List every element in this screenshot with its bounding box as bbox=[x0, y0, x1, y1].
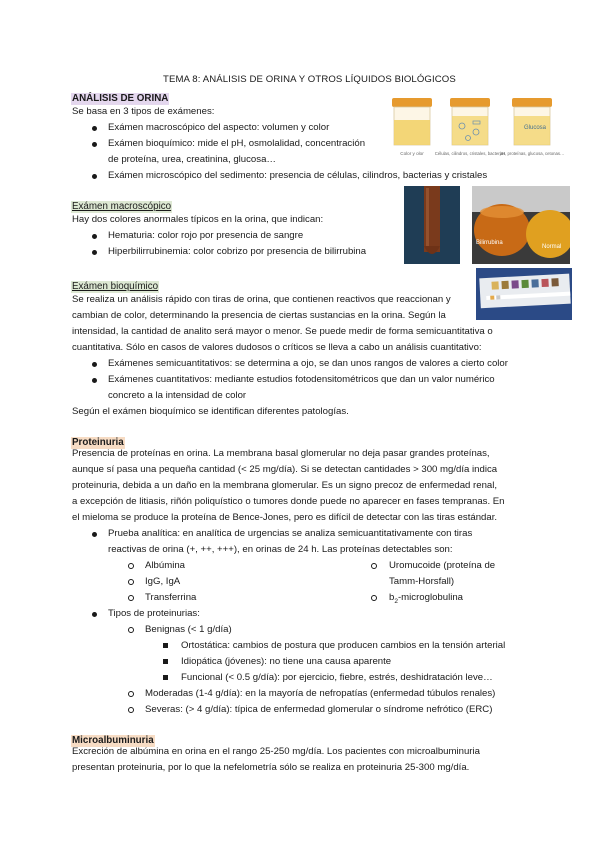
section-heading-analisis: ANÁLISIS DE ORINA bbox=[72, 93, 169, 104]
bullet-icon bbox=[92, 126, 97, 131]
bio-item: Exámenes cuantitativos: mediante estudios fotodensitométricos que dan un valor numérico bbox=[108, 374, 495, 385]
protein-item: Transferrina bbox=[145, 592, 197, 603]
square-bullet-icon bbox=[163, 643, 168, 648]
benign-item: Idiopática (jóvenes): no tiene una causa aparente bbox=[181, 656, 392, 667]
jar-caption: Células, cilindros, cristales, bacterias bbox=[434, 151, 506, 156]
analisis-item: Exámen microscópico del sedimento: presencia de células, cilindros, bacterias y cristales bbox=[108, 170, 488, 181]
jar-label: Glucosa bbox=[524, 125, 547, 131]
analisis-item: Exámen macroscópico del aspecto: volumen y color bbox=[108, 122, 330, 133]
bio-paragraph-line: Se realiza un análisis rápido con tiras de orina, que contienen reactivos que reaccionan y bbox=[72, 294, 451, 305]
jar-icon-cells bbox=[450, 98, 490, 145]
section-heading-macro: Exámen macroscópico bbox=[72, 201, 172, 212]
circle-bullet-icon bbox=[371, 563, 377, 569]
severas: Severas: (> 4 g/día): típica de enfermedad glomerular o síndrome nefrótico (ERC) bbox=[145, 704, 493, 715]
circle-bullet-icon bbox=[128, 707, 134, 713]
jar-caption: pH, proteínas, glucosa, cetonas… bbox=[499, 151, 564, 156]
urine-jars-illustration bbox=[386, 94, 564, 164]
prot-paragraph-line: a excepción de litiasis, riñón poliquístico o tumores donde puede no aparecer en fases tempranas. En bbox=[72, 496, 505, 507]
analisis-intro: Se basa en 3 tipos de exámenes: bbox=[72, 106, 215, 117]
prot-paragraph-line: aunque sí pasa una pequeña cantidad (< 25 mg/día). Si se detectan cantidades > 300 mg/día indica bbox=[72, 464, 498, 475]
jar-icon-color bbox=[392, 98, 432, 145]
circle-bullet-icon bbox=[371, 595, 377, 601]
bio-item: Exámenes semicuantitativos: se determina a ojo, se dan unos rangos de valores a cierto color bbox=[108, 358, 508, 369]
section-heading-bio: Exámen bioquímico bbox=[72, 281, 159, 292]
circle-bullet-icon bbox=[128, 563, 134, 569]
prot-paragraph-line: Presencia de proteínas en orina. La membrana basal glomerular no deja pasar grandes proteínas, bbox=[72, 448, 490, 459]
circle-bullet-icon bbox=[128, 595, 134, 601]
bullet-icon bbox=[92, 174, 97, 179]
square-bullet-icon bbox=[163, 675, 168, 680]
circle-bullet-icon bbox=[128, 579, 134, 585]
bio-paragraph-line: intensidad, la cantidad de analito será mayor o menor. Se puede medir de forma semicuantitativa o bbox=[72, 326, 493, 337]
bilirubin-beakers-photo bbox=[472, 186, 570, 264]
bullet-icon bbox=[92, 250, 97, 255]
macro-item: Hematuria: color rojo por presencia de sangre bbox=[108, 230, 304, 241]
protein-item-continuation: Tamm-Horsfall) bbox=[389, 576, 455, 587]
section-heading-microalbuminuria: Microalbuminuria bbox=[72, 735, 154, 746]
section-heading-proteinuria: Proteinuria bbox=[72, 437, 124, 448]
bio-paragraph-line: cuantitativa. Sólo en casos de valores dudosos o críticos se lleva a cabo un análisis cuantitativo: bbox=[72, 342, 482, 353]
tipos-proteinurias: Tipos de proteinurias: bbox=[108, 608, 200, 619]
protein-item: IgG, IgA bbox=[145, 576, 181, 587]
prueba-analitica: Prueba analítica: en analítica de urgencias se analiza semicuantitativamente con tiras bbox=[108, 528, 473, 539]
bullet-icon bbox=[92, 612, 97, 617]
photo-label: Bilirrubina bbox=[476, 240, 503, 246]
circle-bullet-icon bbox=[128, 691, 134, 697]
bullet-icon bbox=[92, 378, 97, 383]
micro-paragraph-line: presentan proteinuria, por lo que la nefelometría sólo se realiza en proteinuria 25-300 mg/día. bbox=[72, 762, 470, 773]
bullet-icon bbox=[92, 234, 97, 239]
hematuria-tube-photo bbox=[404, 186, 460, 264]
prot-paragraph-line: proteinuria, debida a un daño en la membrana glomerular. Es un signo precoz de enfermedad renal, bbox=[72, 480, 498, 491]
bullet-icon bbox=[92, 532, 97, 537]
protein-item-b2-microglobulina: $b_2$-microglobulina bbox=[389, 592, 464, 605]
urine-test-strip-photo bbox=[476, 268, 572, 320]
bio-closing: Según el exámen bioquímico se identifican diferentes patologías. bbox=[72, 406, 349, 417]
bio-paragraph-line: cambian de color, determinando la presencia de ciertas sustancias en la orina. Según la bbox=[72, 310, 446, 321]
protein-item: Uromucoide (proteína de bbox=[389, 560, 496, 571]
benignas: Benignas (< 1 g/día) bbox=[145, 624, 232, 635]
jar-icon-chemistry bbox=[512, 98, 552, 145]
protein-item: Albúmina bbox=[145, 560, 185, 571]
analisis-item-continuation: de proteína, urea, creatinina, glucosa… bbox=[108, 154, 276, 165]
square-bullet-icon bbox=[163, 659, 168, 664]
benign-item: Ortostática: cambios de postura que producen cambios en la tensión arterial bbox=[181, 640, 506, 651]
micro-paragraph-line: Excreción de albúmina en orina en el rango 25-250 mg/día. Los pacientes con microalbuminuria bbox=[72, 746, 480, 757]
jar-caption: Color y olor bbox=[400, 151, 424, 156]
macro-item: Hiperbilirrubinemia: color cobrizo por presencia de bilirrubina bbox=[108, 246, 367, 257]
prueba-analitica-continuation: reactivas de orina (+, ++, +++), en orinas de 24 h. Las proteínas detectables son: bbox=[108, 544, 453, 555]
analisis-item: Exámen bioquímico: mide el pH, osmolalidad, concentración bbox=[108, 138, 366, 149]
bullet-icon bbox=[92, 362, 97, 367]
bio-item-continuation: concreto a la intensidad de color bbox=[108, 390, 247, 401]
moderadas: Moderadas (1-4 g/día): en la mayoría de nefropatías (enfermedad túbulos renales) bbox=[145, 688, 496, 699]
document-title: TEMA 8: ANÁLISIS DE ORINA Y OTROS LÍQUIDOS BIOLÓGICOS bbox=[163, 74, 456, 85]
prot-paragraph-line: el mieloma se produce la proteína de Bence-Jones, pero es difícil de detectar con las tiras estándar. bbox=[72, 512, 498, 523]
macro-intro: Hay dos colores anormales típicos en la orina, que indican: bbox=[72, 214, 324, 225]
photo-label: Normal bbox=[542, 244, 562, 250]
bullet-icon bbox=[92, 142, 97, 147]
circle-bullet-icon bbox=[128, 627, 134, 633]
benign-item: Funcional (< 0.5 g/día): por ejercicio, fiebre, estrés, deshidratación leve… bbox=[181, 672, 493, 683]
